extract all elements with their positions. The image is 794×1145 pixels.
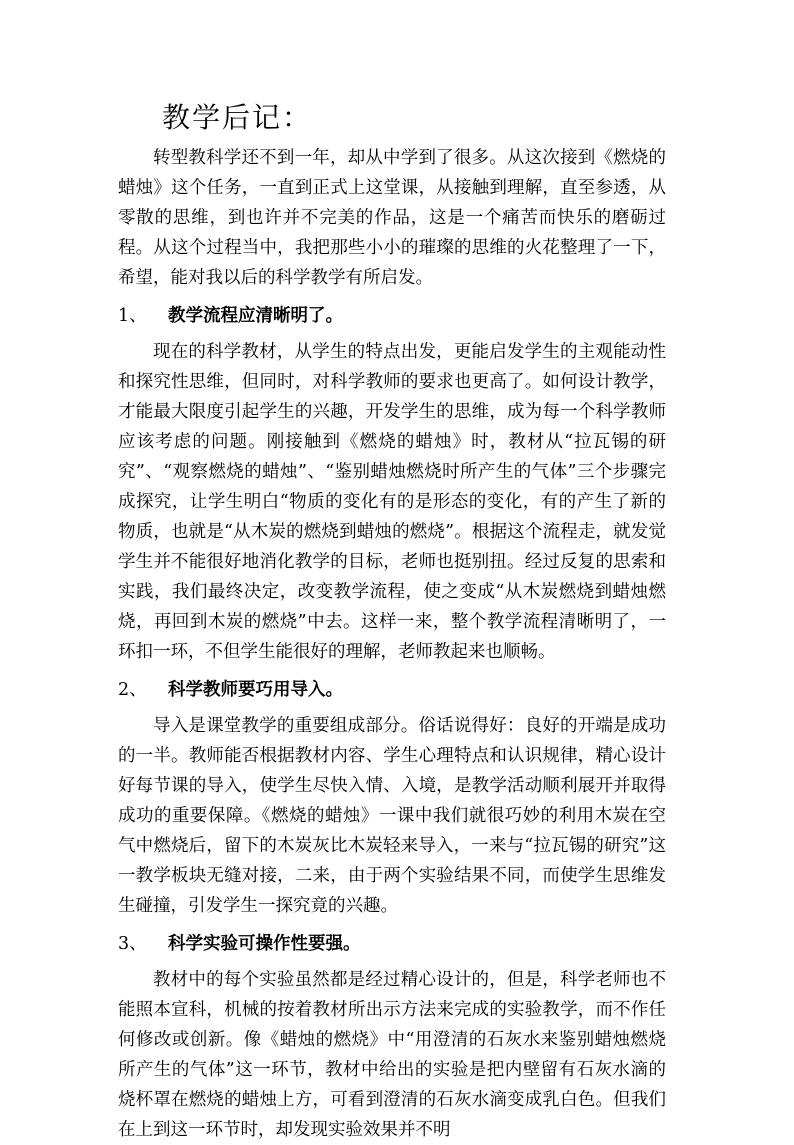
section-1-number: 1、	[118, 306, 147, 326]
section-1-heading	[118, 301, 666, 331]
section-2-number: 2、	[118, 680, 147, 700]
section-1-title: 教学流程应清晰明了。	[168, 306, 343, 326]
section-2-title: 科学教师要巧用导入。	[168, 680, 343, 700]
section-2-heading	[118, 675, 666, 705]
section-3-heading	[118, 929, 666, 959]
section-1-paragraph: 现在的科学教材，从学生的特点出发，更能启发学生的主观能动性和探究性思维，但同时，对科学教师的要求也更高了。如何设计教学，才能最大限度引起学生的兴趣，开发学生的思维，成为每一个科学教师应该考虑的问题。刚接触到《燃烧的蜡烛》时，教材从“拉瓦锡的研究”、“观察燃烧的蜡烛”、“鉴别蜡烛燃烧时所产生的气体”三个步骤完成探究，让学生明白“物质的变化有的是形态的变化，有的产生了新的物质，也就是“从木炭的燃烧到蜡烛的燃烧”。根据这个流程走，就发觉学生并不能很好地消化教学的目标，老师也挺别扭。经过反复的思索和实践，我们最终决定，改变教学流程，使之变成“从木炭燃烧到蜡烛燃烧，再回到木炭的燃烧”中去。这样一来，整个教学流程清晰明了，一环扣一环，不但学生能很好的理解，老师教起来也顺畅。	[118, 342, 666, 662]
section-3-title: 科学实验可操作性要强。	[168, 934, 361, 954]
intro-paragraph: 转型教科学还不到一年，却从中学到了很多。从这次接到《燃烧的蜡烛》这个任务，一直到正式上这堂课，从接触到理解，直至参透，从零散的思维，到也许并不完美的作品，这是一个痛苦而快乐的磨砺过程。从这个过程当中，我把那些小小的璀璨的思维的火花整理了一下，希望，能对我以后的科学教学有所启发。	[118, 148, 666, 288]
section-3-paragraph: 教材中的每个实验虽然都是经过精心设计的，但是，科学老师也不能照本宣科，机械的按着教材所出示方法来完成的实验教学，而不作任何修改或创新。像《蜡烛的燃烧》中“用澄清的石灰水来鉴别蜡烛燃烧所产生的气体”这一环节，教材中给出的实验是把内壁留有石灰水滴的烧杯罩在燃烧的蜡烛上方，可看到澄清的石灰水滴变成乳白色。但我们在上到这一环节时，却发现实验效果并不明	[118, 970, 666, 1140]
document-body	[118, 143, 666, 1145]
page-title: 教学后记：	[162, 101, 313, 134]
section-3-number: 3、	[118, 934, 147, 954]
section-2-paragraph: 导入是课堂教学的重要组成部分。俗话说得好：良好的开端是成功的一半。教师能否根据教材内容、学生心理特点和认识规律，精心设计好每节课的导入，使学生尽快入情、入境，是教学活动顺利展开并取得成功的重要保障。《燃烧的蜡烛》一课中我们就很巧妙的利用木炭在空气中燃烧后，留下的木炭灰比木炭轻来导入，一来与“拉瓦锡的研究”这一教学板块无缝对接，二来，由于两个实验结果不同，而使学生思维发生碰撞，引发学生一探究竟的兴趣。	[118, 716, 666, 916]
